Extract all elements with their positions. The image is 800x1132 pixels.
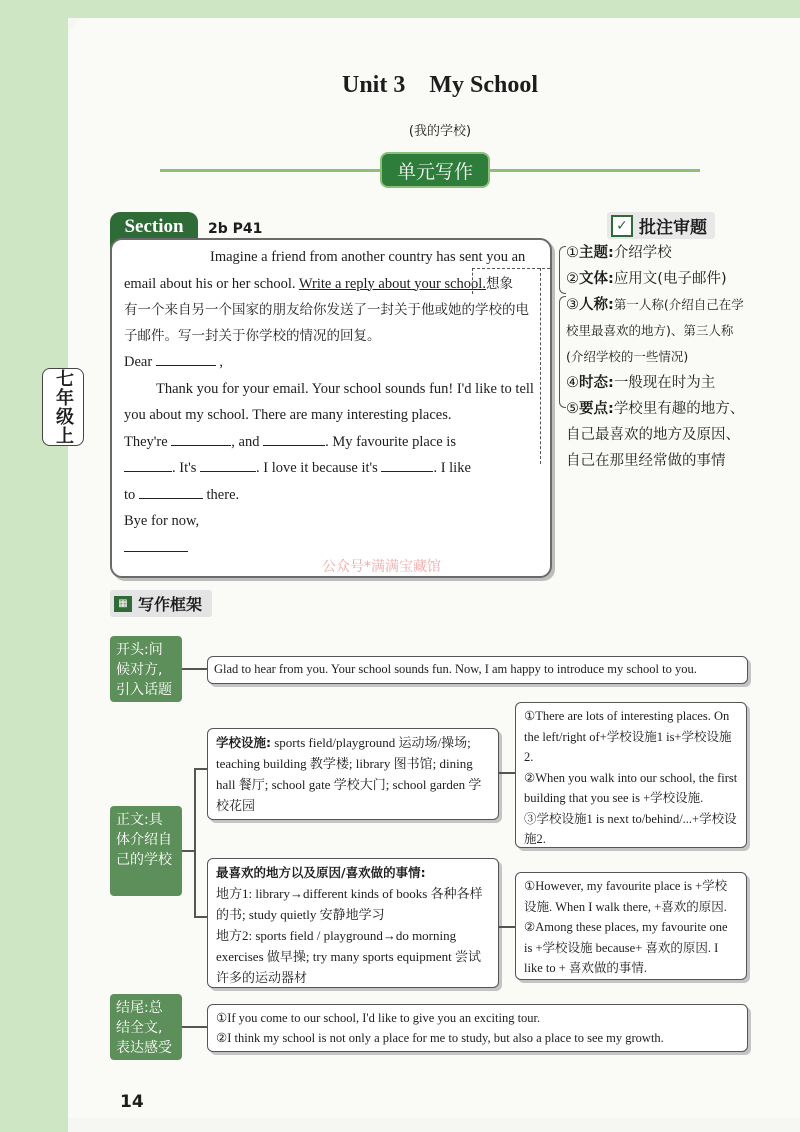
banner-line-left: [160, 169, 380, 172]
favourite-sentences-box: [515, 872, 747, 980]
body-label: 正文:具体介绍自己的学校: [110, 806, 182, 896]
its-label: . It's: [172, 460, 197, 476]
note-text: 学校里有趣的地方、自己最喜欢的地方及原因、自己在那里经常做的事情: [566, 401, 745, 469]
check-note-icon: ✓: [611, 215, 633, 237]
ending-label: 结尾:总结全文,表达感受: [110, 994, 182, 1060]
body-connector-top: [194, 768, 208, 770]
task-line-1: Imagine a friend from another country has sent you an: [210, 249, 526, 265]
note-text: 应用文(电子邮件): [613, 271, 727, 287]
ilike-label: . I like: [433, 460, 471, 476]
facilities-connector: [499, 772, 515, 774]
section-word: Section: [124, 216, 184, 237]
note-key: 时态:: [579, 375, 614, 391]
favourite-place-2: 地方2: sports field / playground→do morning exercises 做早操; try many sports equipment 尝试许多的运动器材: [216, 928, 482, 985]
annotation-dash-2: [472, 268, 473, 294]
theyre-label: They're: [124, 433, 168, 450]
ending-connector: [182, 1026, 208, 1028]
annotation-dash-3: [540, 268, 541, 464]
body-connector: [182, 850, 194, 852]
note-text: 介绍学校: [613, 245, 672, 261]
unit-subtitle: (我的学校): [408, 124, 472, 139]
task-text: [124, 244, 540, 561]
favourite-sentence-2: ②Among these places, my favourite one is +学校设施 because+ 喜欢的原因. I like to + 喜欢做的事情.: [524, 920, 728, 975]
facilities-box: [207, 728, 499, 820]
banner-line-right: [490, 169, 700, 172]
watermark: 公众号*满满宝藏馆: [322, 559, 441, 575]
facilities-sentence-1: ①There are lots of interesting places. On the left/right of+学校设施1 is+学校设施2.: [524, 709, 732, 764]
facilities-sentences-box: [515, 702, 747, 848]
green-top-band: [68, 0, 800, 18]
section-banner: 单元写作: [382, 154, 488, 186]
and-label: , and: [231, 433, 260, 450]
dear-line: [124, 349, 540, 376]
its-line: [124, 455, 540, 482]
ending-sentence-1: ①If you come to our school, I'd like to give you an exciting tour.: [216, 1011, 541, 1025]
facilities-sentence-3: ③学校设施1 is next to/behind/...+学校设施2.: [524, 811, 737, 846]
facilities-title: 学校设施:: [216, 735, 271, 750]
note-genre: [566, 266, 750, 292]
task-line-2-cn: 想象: [485, 275, 513, 292]
facilities-sentence-2: ②When you walk into our school, the first building that you see is +学校设施.: [524, 770, 738, 805]
note-key: 文体:: [579, 271, 614, 287]
blank-favourite[interactable]: [124, 457, 172, 472]
favourite-title: 最喜欢的地方以及原因/喜欢做的事情:: [216, 865, 426, 880]
notes-brace-2: [559, 296, 566, 408]
task-box: [110, 238, 552, 578]
notes-title: 批注审题: [639, 218, 707, 238]
note-text: 第一人称(介绍自己在学校里最喜欢的地方)、第三人称(介绍学校的一些情况): [566, 297, 744, 364]
grade-tab: 七年级上: [42, 368, 84, 446]
note-points: [566, 396, 750, 474]
frame-header: [110, 590, 212, 617]
favourite-sentence-1: ①However, my favourite place is +学校设施. When I walk there, +喜欢的原因.: [524, 879, 728, 914]
favourite-place-1: 地方1: library→different kinds of books 各种各样的书; study quietly 安静地学习: [216, 886, 483, 922]
dear-comma: ,: [219, 354, 224, 370]
note-key: 主题:: [579, 245, 614, 261]
task-line-2: [124, 271, 540, 298]
opening-connector: [182, 668, 208, 670]
page-number: 14: [120, 1092, 144, 1112]
love-label: . I love it because it's: [256, 460, 378, 476]
blank-name[interactable]: [156, 351, 216, 366]
blank-description[interactable]: [200, 457, 256, 472]
body-vertical-connector: [194, 768, 196, 916]
to-label: to: [124, 486, 136, 503]
note-tense: [566, 370, 750, 396]
note-person: [566, 292, 750, 370]
facilities-text: sports field/playground 运动场/操场; teaching building 教学楼; library 图书馆; dining hall 餐厅; school gate 学校大门; school garden 学校花园: [216, 735, 482, 813]
opening-label: 开头:问候对方,引入话题: [110, 636, 182, 702]
note-num: ④: [566, 375, 579, 391]
theyre-line: [124, 429, 540, 456]
body-connector-bottom: [194, 916, 208, 918]
note-key: 人称:: [579, 297, 614, 313]
blank-place-2[interactable]: [263, 431, 325, 446]
note-num: ③: [566, 297, 579, 313]
favourite-connector: [499, 926, 515, 928]
note-num: ①: [566, 245, 579, 261]
task-line-2-underlined: Write a reply about your school.: [298, 275, 486, 292]
favourite-box: [207, 858, 499, 988]
note-key: 要点:: [579, 401, 614, 417]
dear-label: Dear: [124, 354, 153, 370]
frame-title: 写作框架: [138, 595, 203, 614]
ending-sentence-2: ②I think my school is not only a place for me to study, but also a place to see my growth.: [216, 1031, 664, 1045]
fav-label: . My favourite place is: [325, 433, 456, 450]
to-line: [124, 482, 540, 509]
blank-place-1[interactable]: [171, 431, 231, 446]
green-margin: [0, 0, 68, 1132]
note-text: 一般现在时为主: [613, 375, 716, 391]
task-line-2-pre: email about his or her school.: [124, 275, 299, 292]
task-cn-instruction: 有一个来自另一个国家的朋友给你发送了一封关于他或她的学校的电子邮件。写一封关于你学校的情况的回复。: [124, 302, 529, 344]
frame-icon: ▦: [114, 596, 132, 612]
note-num: ②: [566, 271, 579, 287]
body-paragraph: Thank you for your email. Your school sounds fun! I'd like to tell you about my school. There are many interesting places.: [124, 380, 534, 423]
notes-header: [607, 212, 715, 239]
note-topic: [566, 240, 750, 266]
notes-brace-1: [559, 246, 566, 294]
bye-line: Bye for now,: [124, 513, 200, 529]
notes-list: [566, 240, 750, 474]
annotation-dash-1: [472, 268, 550, 269]
unit-title: Unit 3 My School: [341, 72, 538, 98]
page-reference: 2b P41: [208, 221, 263, 237]
blank-signature[interactable]: [124, 537, 188, 552]
opening-box: Glad to hear from you. Your school sounds fun. Now, I am happy to introduce my school to you.: [207, 656, 748, 684]
blank-activity[interactable]: [139, 484, 203, 499]
note-num: ⑤: [566, 401, 579, 417]
ending-box: [207, 1004, 748, 1052]
there-label: there.: [206, 486, 240, 503]
blank-reason[interactable]: [381, 457, 433, 472]
